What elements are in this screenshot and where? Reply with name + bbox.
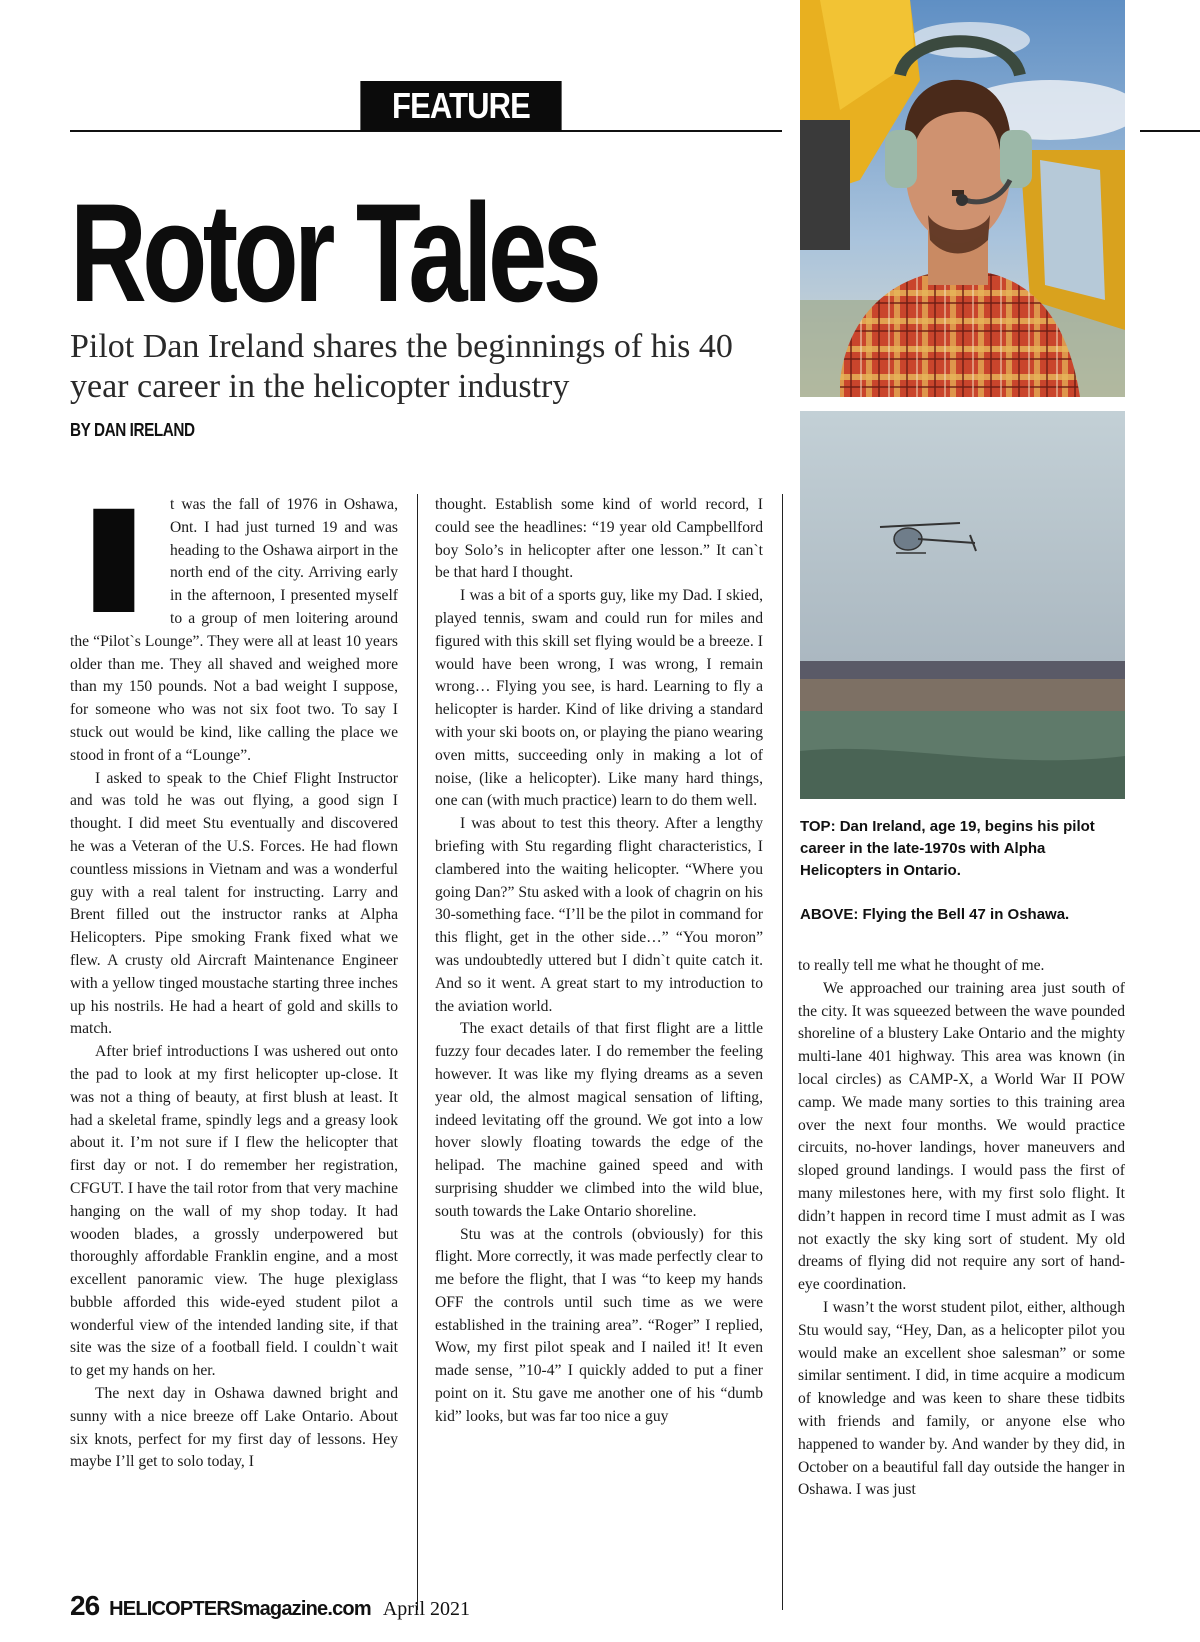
drop-cap: I bbox=[74, 498, 154, 622]
page-number: 26 bbox=[70, 1590, 100, 1621]
paragraph: I was about to test this theory. After a lengthy briefing with Stu regarding flight characteristics, I clambered into the waiting helicopter. “Where you going Dan?” Stu asked with a look of chagrin on his 30-something face. “I’ll be the pilot in command for this flight, get in the other side…” “You moron” was undoubtedly uttered but I didn`t quite catch it. And so it went. A great start to my introduction to the aviation world. bbox=[435, 815, 763, 1015]
header-rule-right bbox=[1140, 130, 1200, 132]
page-footer bbox=[70, 1590, 470, 1630]
section-tag: FEATURE bbox=[360, 81, 561, 131]
paragraph: I asked to speak to the Chief Flight Instructor and was told he was out flying, a good sign I thought. I did meet Stu eventually and discovered he was a Veteran of the U.S. Forces. He had flown countless missions in Vietnam and was a wonderful guy with a real talent for instructing. Larry and Brent filled out the instructor ranks at Alpha Helicopters. Pipe smoking Frank fixed what we flew. A crusty old Aircraft Maintenance Engineer with a yellow tinged moustache starting three inches up his nostrils. He had a heart of gold and skills to match. bbox=[70, 769, 398, 1038]
paragraph: I wasn’t the worst student pilot, either, although Stu would say, “Hey, Dan, as a helicopter pilot you would make an excellent shoe salesman” or some similar sentiment. I did, in time acquire a modicum of knowledge and was keen to share these tidbits with friends and family, or anyone else who happened to wander by. And wander by they did, in October on a beautiful fall day outside the hanger in Oshawa. I was just bbox=[798, 1298, 1125, 1499]
paragraph: I t was the fall of 1976 in Oshawa, Ont. I had just turned 19 and was heading to the Oshawa airport in the north end of the city. Arriving early in the afternoon, I presented myself to a group of men loitering around the “Pilot`s Lounge”. They were all at least 10 years older than me. They all shaved and weighed more than my 150 pounds. Not a bad weight I suppose, for someone who was not six foot two. To say I stuck out would be kind, like calling the place we stood in front of a “Lounge”. bbox=[70, 496, 398, 764]
article-column-2 bbox=[435, 494, 763, 1609]
photo-bell-47-flight bbox=[800, 411, 1125, 799]
caption-above: ABOVE: Flying the Bell 47 in Oshawa. bbox=[800, 906, 1070, 923]
paragraph: After brief introductions I was ushered out onto the pad to look at my first helicopter up-close. It was not a thing of beauty, at first blush at least. It had a skeletal frame, spindly legs and a greasy look about it. I’m not sure if I flew the helicopter that first day or not. I do remember her registration, CFGUT. I have the tail rotor from that very machine hanging on the wall of my shop today. It had wooden blades, a grossly underpowered but thoroughly affordable Franklin engine, and a most excellent panoramic view. The huge plexiglass bubble afforded this wide-eyed student pilot a wonderful view of the intended landing site, if that site was the size of a football field. I couldn`t wait to get my hands on her. bbox=[70, 1043, 398, 1380]
article-column-3 bbox=[798, 955, 1125, 1609]
paragraph: Stu was at the controls (obviously) for this flight. More correctly, it was made perfectly clear to me before the flight, that I was “to keep my hands OFF the controls until such time as we were established in the training area”. “Roger” I replied, Wow, my first pilot speak and I nailed it! It even made sense, ”10-4” I quickly added to put a finer point on it. Stu gave me another one of his “dumb kid” looks, but was far too nice a guy bbox=[435, 1225, 763, 1425]
paragraph: The next day in Oshawa dawned bright and sunny with a nice breeze off Lake Ontario. About six knots, perfect for my first day of lessons. Hey maybe I’ll get to solo today, I bbox=[70, 1385, 398, 1471]
byline: BY DAN IRELAND bbox=[70, 420, 195, 440]
paragraph: to really tell me what he thought of me. bbox=[798, 957, 1045, 974]
footer-site: HELICOPTERSmagazine.com bbox=[109, 1598, 371, 1620]
photo-pilot-portrait bbox=[800, 0, 1125, 397]
paragraph: thought. Establish some kind of world record, I could see the headlines: “19 year old Campbellford boy Solo’s in helicopter after one lesson.” It can`t be that hard I thought. bbox=[435, 496, 763, 582]
paragraph: The exact details of that first flight are a little fuzzy four decades later. I do remember the feeling however. It was like my flying dreams as a seven year old, the almost magical sensation of lifting, indeed levitating off the ground. We got into a low hover slowly floating towards the edge of the helipad. The machine gained speed and with surprising shudder we climbed into the wild blue, south towards the Lake Ontario shoreline. bbox=[435, 1020, 763, 1220]
caption-top: TOP: Dan Ireland, age 19, begins his pilot career in the late-1970s with Alpha Helicopters in Ontario. bbox=[800, 818, 1095, 879]
footer-date: April 2021 bbox=[382, 1598, 471, 1620]
deck-subtitle: Pilot Dan Ireland shares the beginnings of his 40 year career in the helicopter industry bbox=[70, 328, 733, 405]
photo-captions bbox=[800, 816, 1125, 948]
column-divider bbox=[782, 494, 783, 1610]
column-divider bbox=[417, 494, 418, 1610]
paragraph: I was a bit of a sports guy, like my Dad. I skied, played tennis, swam and could run for miles and figured with this skill set flying would be a breeze. I would have been wrong, I was wrong, I remain wrong… Flying you see, is hard. Learning to fly a helicopter is harder. Kind of like driving a standard with your ski boots on, or playing the piano wearing oven mitts, succeeding only in making a lot of noise, (like a helicopter). Like many hard things, one can (with much practice) learn to do them well. bbox=[435, 587, 763, 810]
headline: Rotor Tales bbox=[70, 174, 598, 331]
article-column-1 bbox=[70, 494, 398, 1609]
paragraph: We approached our training area just south of the city. It was squeezed between the wave pounded shoreline of a blustery Lake Ontario and the mighty multi-lane 401 highway. This area was known (in local circles) as CAMP-X, a World War II POW camp. We made many sorties to this training area over the next four months. We would practice circuits, no-hover landings, hover maneuvers and sloped ground landings. I would pass the first of many milestones here, with my first solo flight. It didn’t happen in record time I must admit as I was not exactly the sky king sort of student. My old dreams of flying did not require any sort of hand-eye coordination. bbox=[798, 979, 1125, 1294]
